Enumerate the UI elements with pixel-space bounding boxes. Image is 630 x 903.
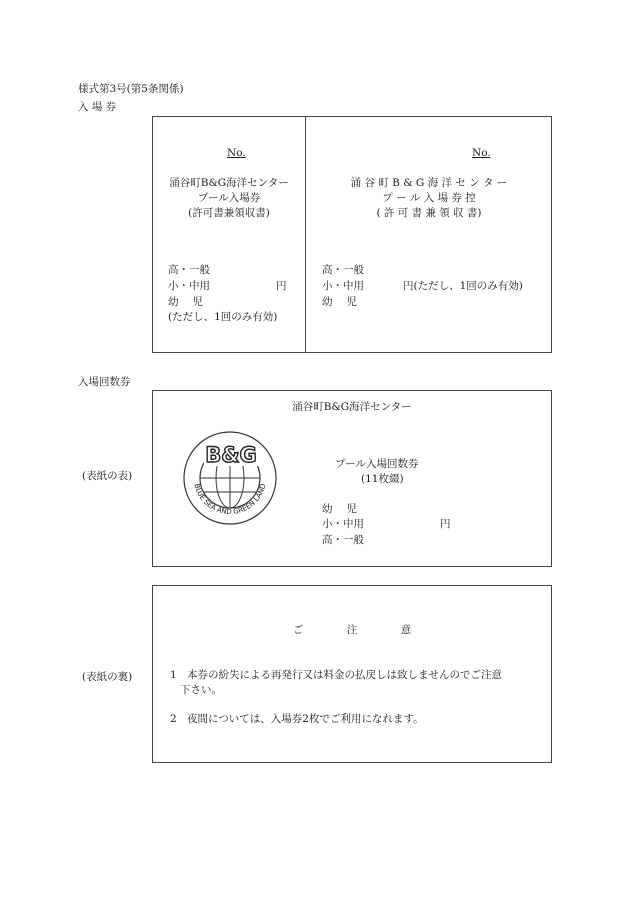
cover-front-facility: 涌谷町B&G海洋センター [292, 401, 412, 413]
ticket-left-fee-child: 幼 児 [168, 296, 203, 308]
ticket-left-yen: 円 [276, 280, 287, 292]
note2-number: 2 [170, 713, 177, 725]
ticket-right-name: プ ー ル 入 場 券 控 [382, 192, 476, 204]
ticket-left-fee-mid: 小・中用 [168, 280, 210, 292]
ticket-left-name: プール入場券 [197, 192, 261, 204]
bg-logo-ring-text: BLUE SEA AND GREEN LAND [192, 482, 268, 517]
cover-front-fee-child: 幼 児 [322, 503, 357, 515]
coupon-section-title: 入場回数券 [78, 376, 131, 388]
cover-front-yen: 円 [440, 518, 451, 530]
cover-back-label: (表紙の裏) [82, 671, 133, 683]
bg-logo-icon [180, 428, 280, 528]
cover-front-coupon-name: プール入場回数券 [335, 458, 419, 470]
cover-back-heading: ご 注 意 [292, 624, 412, 636]
ticket-section-title: 入 場 券 [78, 101, 117, 113]
note2-text: 夜間については、入場券2枚でご利用になれます。 [187, 713, 424, 725]
cover-front-fee-high: 高・一般 [322, 534, 364, 546]
ticket-left-fee-high: 高・一般 [168, 264, 210, 276]
ticket-left-facility: 涌谷町B&G海洋センター [169, 177, 289, 189]
cover-front-bundle: (11枚綴) [361, 473, 404, 485]
form-number: 様式第3号(第5条関係) [78, 83, 184, 95]
ticket-right-fee-high: 高・一般 [322, 264, 364, 276]
note1-number: 1 [170, 669, 177, 681]
ticket-left-note: (許可書兼領収書) [188, 207, 270, 219]
ticket-right-fee-child: 幼 児 [322, 296, 357, 308]
ticket-right-yen-once: 円(ただし、1回のみ有効) [403, 280, 523, 292]
ticket-left-once-only: (ただし、1回のみ有効) [168, 311, 278, 323]
note1-line2: 下さい。 [180, 684, 222, 696]
cover-front-fee-mid: 小・中用 [322, 518, 364, 530]
bg-logo-text: B&G [205, 443, 257, 467]
ticket-divider [305, 116, 306, 353]
ticket-right-facility: 涌 谷 町 B & G 海 洋 セ ン タ ー [350, 177, 508, 189]
ticket-right-fee-mid: 小・中用 [322, 280, 364, 292]
ticket-right-number: No. [472, 147, 491, 159]
cover-front-label: (表紙の表) [82, 470, 133, 482]
ticket-right-note: ( 許 可 書 兼 領 収 書) [376, 207, 482, 219]
note1-line1: 本券の紛失による再発行又は料金の払戻しは致しませんのでご注意 [187, 669, 502, 681]
ticket-left-number: No. [227, 147, 246, 159]
